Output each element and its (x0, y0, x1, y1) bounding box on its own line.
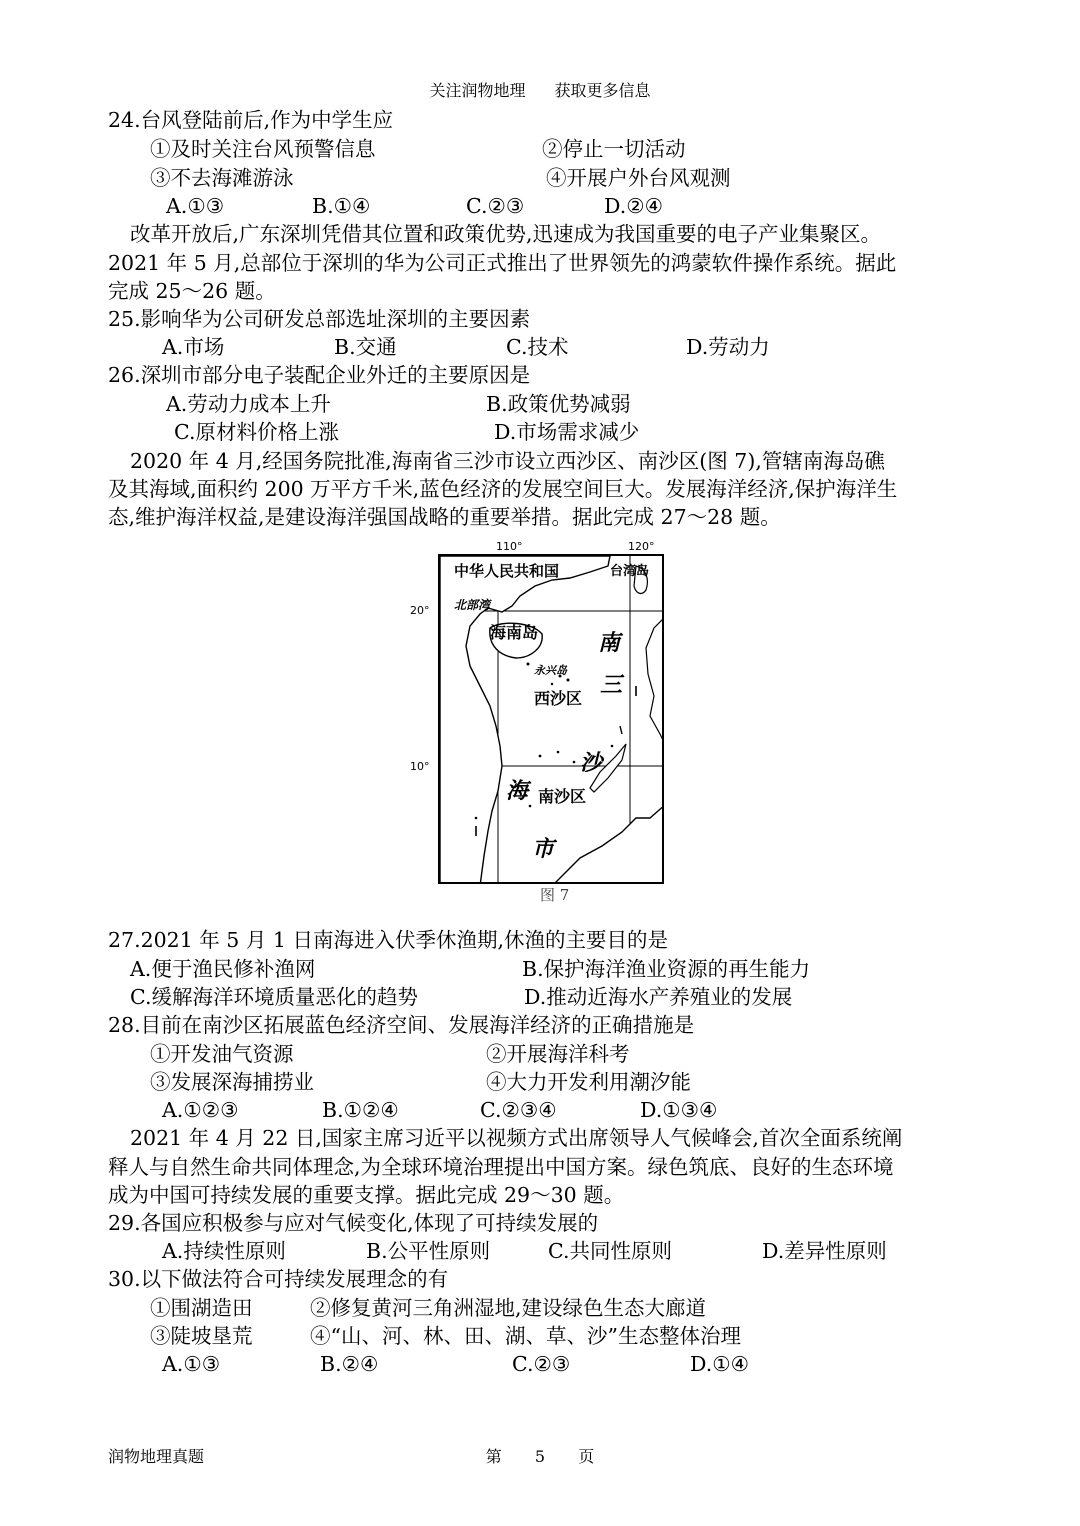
q30-option-d: D.①④ (690, 1352, 749, 1376)
q26-option-c: C.原材料价格上涨 (174, 420, 339, 444)
page-suffix: 页 (578, 1447, 595, 1466)
q28-stem: 28.目前在南沙区拓展蓝色经济空间、发展海洋经济的正确措施是 (108, 1013, 695, 1037)
q30-option-a: A.①③ (162, 1352, 221, 1376)
q30-item-2: ②修复黄河三角洲湿地,建设绿色生态大廊道 (310, 1296, 707, 1320)
q27-option-d: D.推动近海水产养殖业的发展 (524, 985, 793, 1009)
q30-item-1: ①围湖造田 (150, 1296, 253, 1320)
label-sha: 沙 (580, 751, 603, 776)
para1-line-3: 完成 25～26 题。 (108, 279, 276, 303)
q24-option-b: B.①④ (312, 194, 371, 218)
q26-option-d: D.市场需求减少 (494, 420, 640, 444)
q25-option-c: C.技术 (506, 335, 569, 359)
lat-label-10: 10° (410, 760, 430, 773)
q25-option-d: D.劳动力 (686, 335, 770, 359)
para1-line-2: 2021 年 5 月,总部位于深圳的华为公司正式推出了世界领先的鸿蒙软件操作系统。据此 (108, 251, 897, 275)
q27-option-a: A.便于渔民修补渔网 (130, 957, 316, 981)
q27-stem: 27.2021 年 5 月 1 日南海进入伏季休渔期,休渔的主要目的是 (108, 928, 668, 952)
q24-option-d: D.②④ (604, 194, 663, 218)
q25-option-a: A.市场 (162, 335, 225, 359)
para3-line-1: 2021 年 4 月 22 日,国家主席习近平以视频方式出席领导人气候峰会,首次全面系统阐 (130, 1126, 903, 1150)
label-shi: 市 (532, 837, 555, 862)
q30-option-b: B.②④ (320, 1352, 379, 1376)
q24-item-3: ③不去海滩游泳 (150, 166, 294, 190)
q28-item-2: ②开展海洋科考 (486, 1042, 630, 1066)
lat-label-20: 20° (410, 604, 430, 617)
footer-source: 润物地理真题 (108, 1447, 205, 1466)
lon-label-120: 120° (628, 540, 655, 553)
label-nansha: 南沙区 (538, 787, 587, 806)
page-number-value: 5 (534, 1447, 546, 1466)
q29-option-c: C.共同性原则 (548, 1239, 672, 1263)
label-china: 中华人民共和国 (454, 562, 560, 580)
label-hai: 海 (506, 779, 529, 804)
para1-line-1: 改革开放后,广东深圳凭借其位置和政策优势,迅速成为我国重要的电子产业集聚区。 (130, 222, 882, 246)
q27-option-b: B.保护海洋渔业资源的再生能力 (522, 957, 811, 981)
q29-option-b: B.公平性原则 (366, 1239, 491, 1263)
para2-line-3: 态,维护海洋权益,是建设海洋强国战略的重要举措。据此完成 27～28 题。 (108, 505, 781, 529)
q24-item-4: ④开展户外台风观测 (546, 166, 731, 190)
q29-option-a: A.持续性原则 (162, 1239, 286, 1263)
q30-item-4: ④“山、河、林、田、湖、草、沙”生态整体治理 (310, 1324, 741, 1348)
header-right: 获取更多信息 (554, 81, 651, 100)
label-beibu-gulf: 北部湾 (454, 598, 491, 612)
page-prefix: 第 (485, 1447, 502, 1466)
page-number (0, 1444, 1080, 1467)
para3-line-3: 成为中国可持续发展的重要支撑。据此完成 29～30 题。 (108, 1183, 625, 1207)
label-xisha: 西沙区 (534, 689, 583, 708)
q24-option-a: A.①③ (166, 194, 225, 218)
figure-caption: 图 7 (540, 886, 570, 904)
q28-option-a: A.①②③ (162, 1098, 239, 1122)
q29-option-d: D.差异性原则 (762, 1239, 887, 1263)
q30-item-3: ③陡坡垦荒 (150, 1324, 253, 1348)
header-left: 关注润物地理 (429, 81, 526, 100)
q28-option-c: C.②③④ (480, 1098, 557, 1122)
q25-option-b: B.交通 (334, 335, 397, 359)
q26-option-b: B.政策优势减弱 (486, 392, 631, 416)
label-san: 三 (600, 673, 623, 698)
q27-option-c: C.缓解海洋环境质量恶化的趋势 (130, 985, 418, 1009)
para2-line-1: 2020 年 4 月,经国务院批准,海南省三沙市设立西沙区、南沙区(图 7),管辖南海岛礁 (130, 449, 885, 473)
q26-stem: 26.深圳市部分电子装配企业外迁的主要原因是 (108, 363, 531, 387)
lon-label-110: 110° (496, 540, 523, 553)
para2-line-2: 及其海域,面积约 200 万平方千米,蓝色经济的发展空间巨大。发展海洋经济,保护海洋生 (108, 477, 898, 501)
q30-stem: 30.以下做法符合可持续发展理念的有 (108, 1267, 449, 1291)
q24-item-1: ①及时关注台风预警信息 (150, 137, 376, 161)
q30-option-c: C.②③ (512, 1352, 571, 1376)
q24-stem: 24.台风登陆前后,作为中学生应 (108, 108, 394, 132)
label-taiwan: 台湾岛 (610, 564, 650, 579)
para3-line-2: 释人与自然生命共同体理念,为全球环境治理提出中国方案。绿色筑底、良好的生态环境 (108, 1155, 894, 1179)
q29-stem: 29.各国应积极参与应对气候变化,体现了可持续发展的 (108, 1211, 599, 1235)
label-hainan: 海南岛 (490, 623, 539, 642)
label-nan: 南 (598, 631, 621, 656)
q28-option-b: B.①②④ (322, 1098, 399, 1122)
map-frame (438, 554, 664, 884)
q28-item-1: ①开发油气资源 (150, 1042, 294, 1066)
page-header (0, 78, 1080, 101)
q28-item-4: ④大力开发利用潮汐能 (486, 1070, 691, 1094)
q26-option-a: A.劳动力成本上升 (166, 392, 331, 416)
q24-option-c: C.②③ (466, 194, 525, 218)
figure-7-map (408, 540, 668, 885)
q28-item-3: ③发展深海捕捞业 (150, 1070, 314, 1094)
q28-option-d: D.①③④ (640, 1098, 718, 1122)
q25-stem: 25.影响华为公司研发总部选址深圳的主要因素 (108, 307, 531, 331)
label-yongxing: 永兴岛 (534, 664, 567, 677)
q24-item-2: ②停止一切活动 (542, 137, 686, 161)
